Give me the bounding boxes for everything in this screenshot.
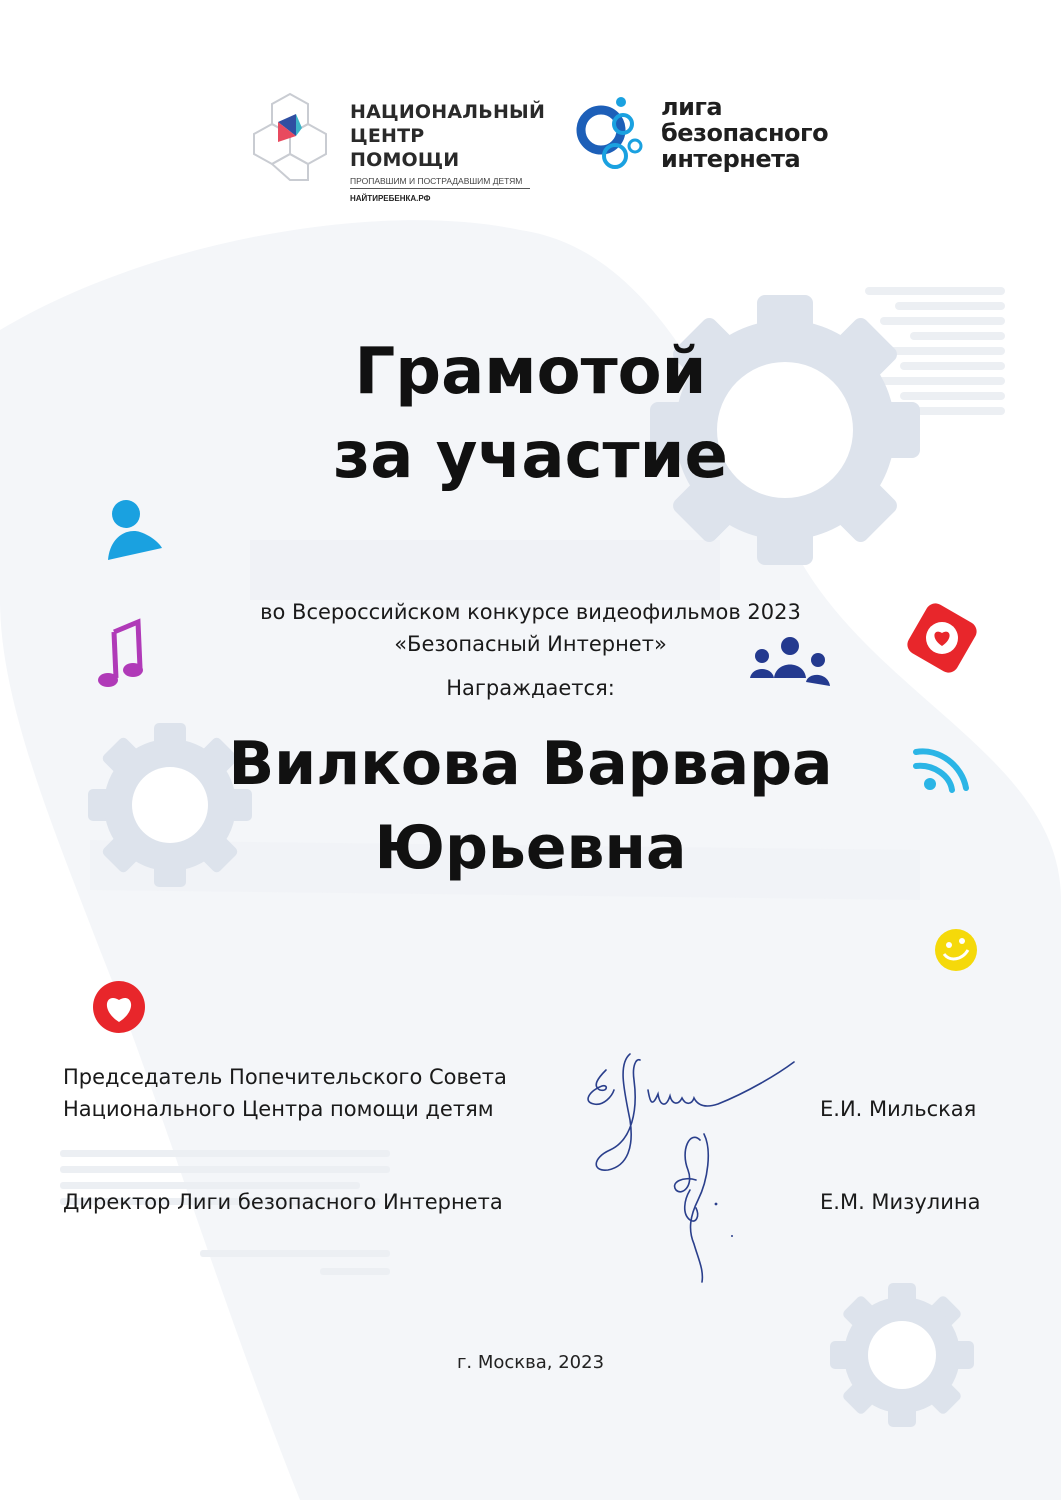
lbi-logo-line1: лига: [661, 93, 723, 121]
music-note-icon: [96, 618, 148, 690]
recipient-line1: Вилкова Варвара: [228, 729, 833, 799]
smiley-icon: [932, 926, 980, 974]
ncp-logo-line2: ЦЕНТР ПОМОЩИ: [350, 125, 460, 171]
signatory1-role-line2: Национального Центра помощи детям: [63, 1097, 494, 1121]
awarded-label: Награждается:: [446, 676, 615, 700]
signatory2-role: Директор Лиги безопасного Интернета: [63, 1190, 503, 1214]
ncp-logo-line4: НАЙТИРЕБЕНКА.РФ: [350, 194, 431, 203]
signatory1-name: Е.И. Мильская: [820, 1097, 977, 1121]
signatory2-name: Е.М. Мизулина: [820, 1190, 981, 1214]
contest-line2: «Безопасный Интернет»: [394, 632, 667, 656]
ncp-logo-line3: ПРОПАВШИМ И ПОСТРАДАВШИМ ДЕТЯМ: [350, 176, 530, 189]
lbi-logo-line3: интернета: [661, 145, 801, 173]
title-line2: за участие: [333, 419, 728, 493]
group-icon: [748, 634, 832, 690]
place-date: г. Москва, 2023: [456, 1352, 605, 1373]
certificate-title: [0, 330, 1061, 498]
ncp-logo-line1: НАЦИОНАЛЬНЫЙ: [350, 101, 546, 123]
lbi-logo-icon: [575, 88, 655, 178]
ncp-logo-icon: [250, 92, 330, 182]
wifi-icon: [910, 740, 974, 796]
heart-circle-icon: [90, 978, 148, 1036]
contest-line1: во Всероссийском конкурсе видеофильмов 2023: [260, 600, 801, 624]
contest-description: [0, 596, 1061, 660]
header-logos: [245, 88, 829, 203]
recipient-line2: Юрьевна: [374, 813, 687, 883]
ncp-logo: [245, 88, 546, 203]
signature-2: [660, 1120, 750, 1290]
signatory1-role: [63, 1061, 507, 1125]
person-icon: [106, 498, 164, 562]
title-line1: Грамотой: [354, 335, 707, 409]
lbi-logo: [575, 88, 829, 188]
recipient-name: [0, 722, 1061, 890]
lbi-logo-line2: безопасного: [661, 119, 829, 147]
signatory1-role-line1: Председатель Попечительского Совета: [63, 1065, 507, 1089]
heart-badge-icon: [904, 600, 980, 676]
